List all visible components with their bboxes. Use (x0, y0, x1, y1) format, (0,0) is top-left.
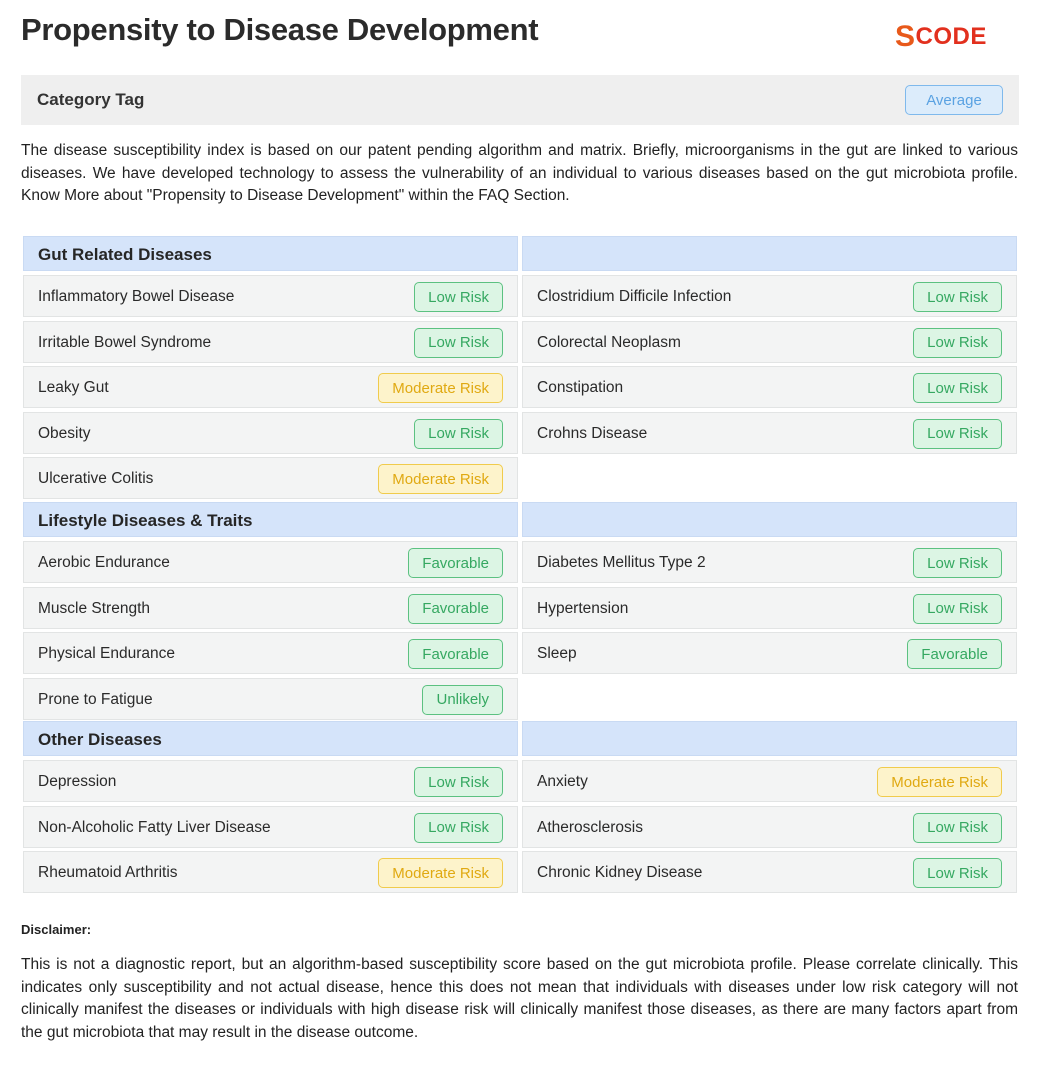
logo-text: CODE (915, 23, 987, 50)
risk-badge: Low Risk (913, 282, 1002, 312)
disease-name: Anxiety (537, 773, 588, 790)
disease-name: Depression (38, 773, 117, 790)
risk-badge: Low Risk (913, 858, 1002, 888)
disclaimer-text: This is not a diagnostic report, but an algorithm-based susceptibility score based on the gut microbiota profile. Please correlate clinically. This indicates only susceptibility and not actual disease, hence this does not mean that individuals with diseases under low risk category will not clinically manifest the diseases or individuals with high disease risk will clinically manifest those diseases, as there are many factors apart from the gut microbiota that may result in the disease outcome. (21, 956, 1018, 1041)
section-header-cell (23, 721, 518, 756)
disease-cell-depression (23, 760, 518, 802)
section-header (23, 236, 1018, 278)
risk-badge: Favorable (408, 548, 503, 578)
section-header-cell (23, 236, 518, 271)
disease-name: Muscle Strength (38, 599, 150, 617)
disease-name: Colorectal Neoplasm (537, 333, 681, 351)
disease-cell-crohns-disease (522, 412, 1017, 454)
disease-cell-muscle-strength (23, 587, 518, 629)
disease-name: Diabetes Mellitus Type 2 (537, 554, 706, 571)
table-row (23, 541, 1018, 583)
disease-cell-rheumatoid-arthritis (23, 851, 518, 893)
risk-badge: Moderate Risk (378, 373, 503, 403)
table-row (23, 457, 1018, 499)
disease-name: Leaky Gut (38, 379, 109, 397)
logo-mark: S (895, 20, 916, 53)
intro-paragraph: The disease susceptibility index is based on our patent pending algorithm and matrix. Briefly, microorganisms in the gut are linked to various diseases. We have developed technology to assess the vulnerability of an individual to various diseases based on the gut microbiota profile. Know More about "Propensity to Disease Development" within the FAQ Section. (21, 142, 1018, 205)
table-row (23, 321, 1018, 363)
risk-badge: Favorable (408, 594, 503, 624)
table-row (23, 366, 1018, 408)
table-row (23, 587, 1018, 629)
section-header-cell-empty (522, 721, 1017, 756)
disease-cell-irritable-bowel-syndrome (23, 321, 518, 363)
category-tag-label: Category Tag (37, 90, 145, 109)
disease-cell-prone-to-fatigue (23, 678, 518, 720)
table-row (23, 275, 1018, 317)
section-header-cell (23, 502, 518, 537)
section-title: Gut Related Diseases (38, 245, 212, 264)
disease-name: Sleep (537, 645, 577, 663)
table-row (23, 678, 1018, 720)
section-header-cell-empty (522, 236, 1017, 271)
disease-name: Crohns Disease (537, 424, 648, 442)
category-tag-badge: Average (905, 85, 1003, 115)
disease-cell-physical-endurance (23, 632, 518, 674)
disease-name: Hypertension (537, 599, 629, 617)
disease-cell-atherosclerosis (522, 806, 1017, 848)
disease-cell-obesity (23, 412, 518, 454)
disease-name: Clostridium Difficile Infection (537, 288, 732, 305)
risk-badge: Moderate Risk (378, 858, 503, 888)
disease-name: Constipation (537, 379, 624, 397)
risk-badge: Low Risk (913, 548, 1002, 578)
disease-name: Rheumatoid Arthritis (38, 864, 178, 882)
disease-cell-inflammatory-bowel-disease (23, 275, 518, 317)
table-row (23, 851, 1018, 893)
disease-cell-hypertension (522, 587, 1017, 629)
table-row (23, 806, 1018, 848)
disease-name: Obesity (38, 424, 91, 442)
table-row (23, 760, 1018, 802)
risk-badge: Low Risk (414, 813, 503, 843)
disease-cell-diabetes-mellitus-type-2 (522, 541, 1017, 583)
disease-name: Inflammatory Bowel Disease (38, 288, 235, 305)
risk-badge: Low Risk (414, 282, 503, 312)
disease-cell-sleep (522, 632, 1017, 674)
risk-badge: Moderate Risk (877, 767, 1002, 797)
disease-name: Physical Endurance (38, 645, 175, 663)
risk-badge: Low Risk (913, 594, 1002, 624)
disease-name: Chronic Kidney Disease (537, 864, 703, 882)
disease-cell-ulcerative-colitis (23, 457, 518, 499)
brand-logo (895, 22, 987, 52)
risk-badge: Unlikely (422, 685, 503, 715)
disease-cell-chronic-kidney-disease (522, 851, 1017, 893)
risk-badge: Moderate Risk (378, 464, 503, 494)
disease-cell-aerobic-endurance (23, 541, 518, 583)
disease-name: Ulcerative Colitis (38, 470, 154, 488)
risk-badge: Low Risk (913, 813, 1002, 843)
disease-cell-anxiety (522, 760, 1017, 802)
risk-badge: Low Risk (414, 328, 503, 358)
section-header-cell-empty (522, 502, 1017, 537)
disease-cell-constipation (522, 366, 1017, 408)
category-tag-bar (21, 75, 1019, 125)
section-title: Lifestyle Diseases & Traits (38, 511, 253, 530)
disease-name: Atherosclerosis (537, 818, 643, 836)
risk-badge: Low Risk (913, 373, 1002, 403)
disease-cell-clostridium-difficile-infection (522, 275, 1017, 317)
risk-badge: Favorable (907, 639, 1002, 669)
risk-badge: Low Risk (414, 419, 503, 449)
page-title: Propensity to Disease Development (21, 12, 539, 47)
section-header (23, 721, 1018, 763)
disease-name: Irritable Bowel Syndrome (38, 333, 212, 351)
disease-cell-non-alcoholic-fatty-liver-disease (23, 806, 518, 848)
disease-cell-leaky-gut (23, 366, 518, 408)
disease-name: Prone to Fatigue (38, 690, 153, 708)
table-row (23, 412, 1018, 454)
table-row (23, 632, 1018, 674)
risk-badge: Low Risk (414, 767, 503, 797)
risk-badge: Low Risk (913, 419, 1002, 449)
section-title: Other Diseases (38, 730, 162, 749)
disease-cell-colorectal-neoplasm (522, 321, 1017, 363)
disease-name: Non-Alcoholic Fatty Liver Disease (38, 818, 271, 836)
section-header (23, 502, 1018, 544)
risk-badge: Favorable (408, 639, 503, 669)
risk-badge: Low Risk (913, 328, 1002, 358)
disclaimer-title: Disclaimer: (21, 922, 92, 937)
disease-name: Aerobic Endurance (38, 554, 170, 571)
